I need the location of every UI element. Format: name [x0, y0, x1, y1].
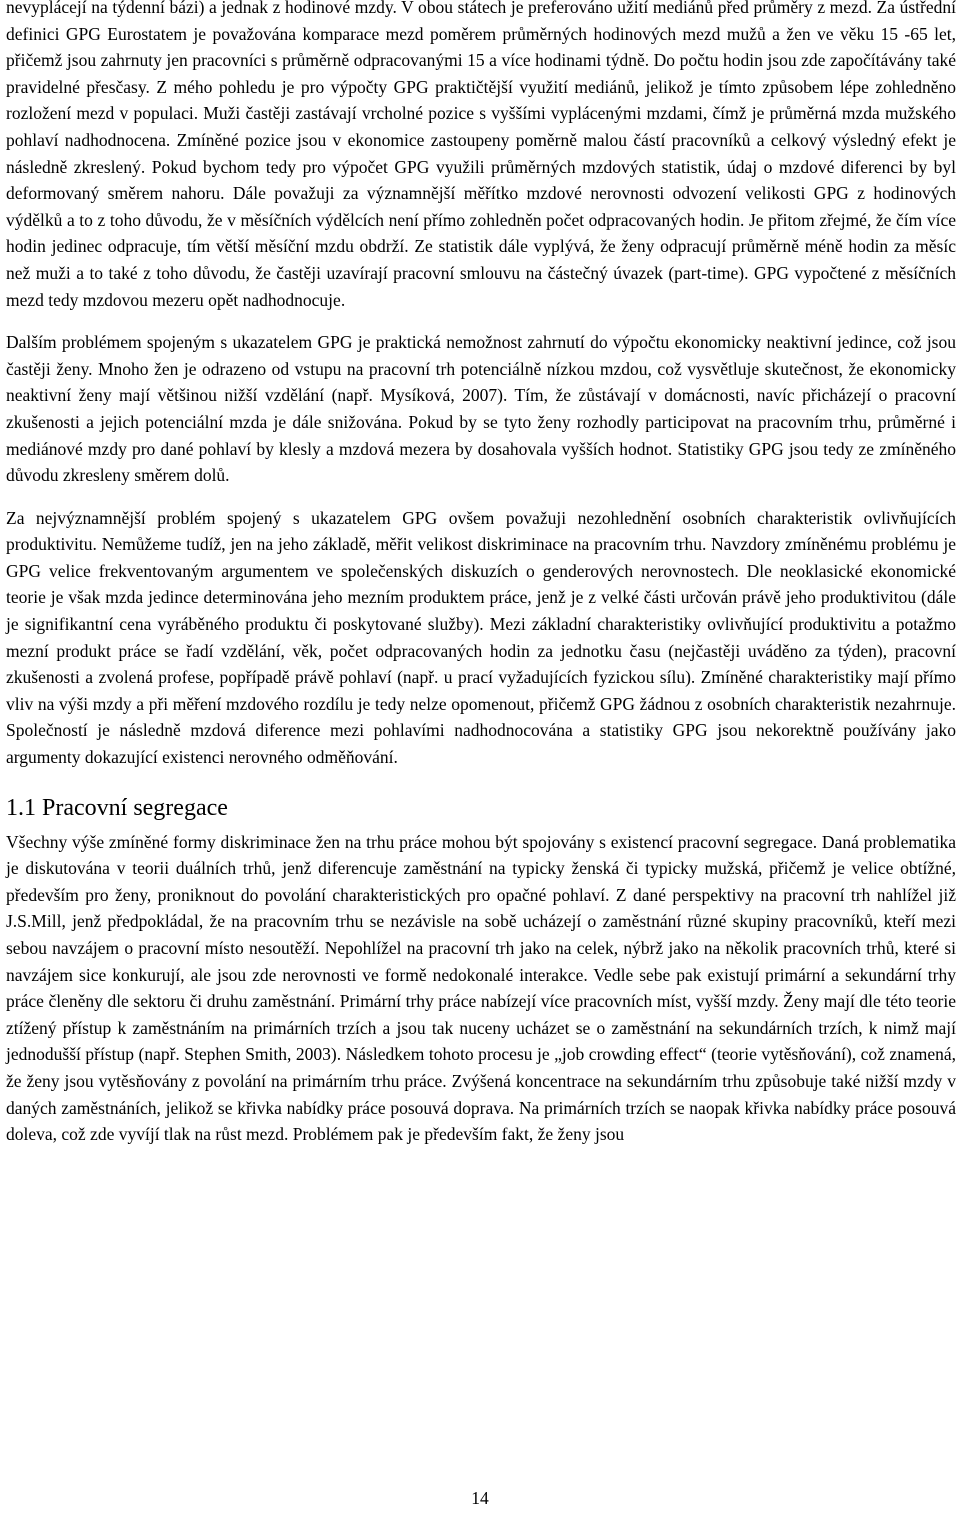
paragraph-inactive-individuals: Dalším problémem spojeným s ukazatelem GPG je praktická nemožnost zahrnutí do výpočtu ekonomicky neaktivní jedince, což jsou častěji ženy. Mnoho žen je odrazeno od vstupu na pracovní trh potenciálně nízkou mzdou, což vysvětluje skutečnost, že ekonomicky neaktivní ženy mají většinou nižší vzdělání (např. Mysíková, 2007). Tím, že zůstávají v domácnosti, navíc přicházejí o pracovní zkušenosti a jejich potenciální mzda je dále snižována. Pokud by se tyto ženy rozhodly participovat na pracovním trhu, průměrné i mediánové mzdy pro dané pohlaví by klesly a mzdová mezera by dosahovala vyšších hodnot. Statistiky GPG jsou tedy ze zmíněného důvodu zkresleny směrem dolů.	[6, 332, 956, 486]
page-number: 14	[471, 1488, 489, 1508]
document-page	[6, 0, 956, 1148]
paragraph-productivity: Za nejvýznamnější problém spojený s ukazatelem GPG ovšem považuji nezohlednění osobních charakteristik ovlivňujících produktivitu. Nemůžeme tudíž, jen na jeho základě, měřit velikost diskriminace na pracovním trhu. Navzdory zmíněnému problému je GPG velice frekventovaným argumentem ve společenských diskuzích o genderových nerovnostech. Dle neoklasické ekonomické teorie je však mzda jedince determinována jeho mezním produktem práce, jenž je z velké části určován právě jeho produktivitou (dále je signifikantní cena vyráběného produktu či poskytované služby). Mezi základní charakteristiky ovlivňující produktivitu a potažmo mezní produkt práce se řadí vzdělání, věk, počet odpracovaných hodin za jednotku času (nejčastěji uváděno za týden), pracovní zkušenosti a zvolená profese, popřípadě právě pohlaví (např. u prací vyžadujících fyzickou sílu). Zmíněné charakteristiky mají přímo vliv na výši mzdy a při měření mzdového rozdílu je tedy nelze opomenout, přičemž GPG žádnou z osobních charakteristik nezahrnuje. Společností je následně mzdová diference mezi pohlavími nadhodnocována a statistiky GPG jsou nekorektně používány jako argumenty dokazující existenci nerovného odměňování.	[6, 507, 956, 768]
paragraph-segregation: Všechny výše zmíněné formy diskriminace žen na trhu práce mohou být spojovány s existencí pracovní segregace. Daná problematika je diskutována v teorii duálních trhů, jenž diferencuje zaměstnání na typicky ženská či typicky mužská, přičemž je velice obtížné, především pro ženy, proniknout do povolání charakteristických pro opačné pohlaví. Z dané perspektivy na pracovní trh nahlížel již J.S.Mill, jenž předpokládal, že na pracovním trhu se nezávisle na sobě ucházejí o zaměstnání různé skupiny pracovníků, kteří mezi sebou navzájem o pracovní místo nesoutěží. Nepohlížel na pracovní trh jako na celek, nýbrž jako na několik pracovních trhů, které si navzájem sice konkurují, ale jsou zde nerovnosti ve formě nedokonalé interakce. Vedle sebe pak existují primární a sekundární trhy práce členěny dle sektoru či druhu zaměstnání. Primární trhy práce nabízejí více pracovních míst, vyšší mzdy. Ženy mají dle této teorie ztížený přístup k zaměstnáním na primárních trzích a jsou tak nuceny ucházet se o zaměstnání na sekundárních trzích, k nimž mají jednodušší přístup (např. Stephen Smith, 2003). Následkem tohoto procesu je „job crowding effect“ (teorie vytěsňování), což znamená, že ženy jsou vytěsňovány z povolání na primárním trhu práce. Zvýšená koncentrace na sekundárním trhu způsobuje také nižší mzdy v daných zaměstnáních, jelikož se křivka nabídky práce posouvá doprava. Na primárních trzích se naopak křivka nabídky práce posouvá doleva, což zde vyvíjí tlak na růst mezd. Problémem pak je především fakt, že ženy jsou	[6, 831, 956, 1145]
section-heading: 1.1 Pracovní segregace	[6, 794, 228, 821]
paragraph-gpg-definition: nevyplácejí na týdenní bázi) a jednak z hodinové mzdy. V obou státech je preferováno užití mediánů před průměry z mezd. Za ústřední definici GPG Eurostatem je považována komparace mezd poměrem průměrných hodinových mezd mužů a žen ve věku 15 -65 let, přičemž jsou zahrnuty jen pracovníci s průměrně odpracovanými 15 a více hodinami týdně. Do počtu hodin jsou zde započítávány také pravidelné přesčasy. Z mého pohledu je pro výpočty GPG praktičtější využití mediánů, jelikož je tímto způsobem lépe zohledněno rozložení mezd v populaci. Muži častěji zastávají vrcholné pozice s vyššími vyplácenými mzdami, čímž je průměrná mzda mužského pohlaví nadhodnocena. Zmíněné pozice jsou v ekonomice zastoupeny poměrně malou částí pracovníků a celkový výsledný efekt je následně zkreslený. Pokud bychom tedy pro výpočet GPG využili průměrných mzdových statistik, údaj o mzdové diferenci by byl deformovaný směrem nahoru. Dále považuji za významnější měřítko mzdové nerovnosti odvození velikosti GPG z hodinových výdělků a to z toho důvodu, že v měsíčních výdělcích není přímo zohledněn počet odpracovaných hodin. Je přitom zřejmé, že čím více hodin jedinec odpracuje, tím větší měsíční mzdu obdrží. Ze statistik dále vyplývá, že ženy odpracují průměrně méně hodin za měsíc než muži a to také z toho důvodu, že častěji uzavírají pracovní smlouvu na částečný úvazek (part-time). GPG vypočtené z měsíčních mezd tedy mzdovou mezeru opět nadhodnocuje.	[6, 0, 956, 310]
